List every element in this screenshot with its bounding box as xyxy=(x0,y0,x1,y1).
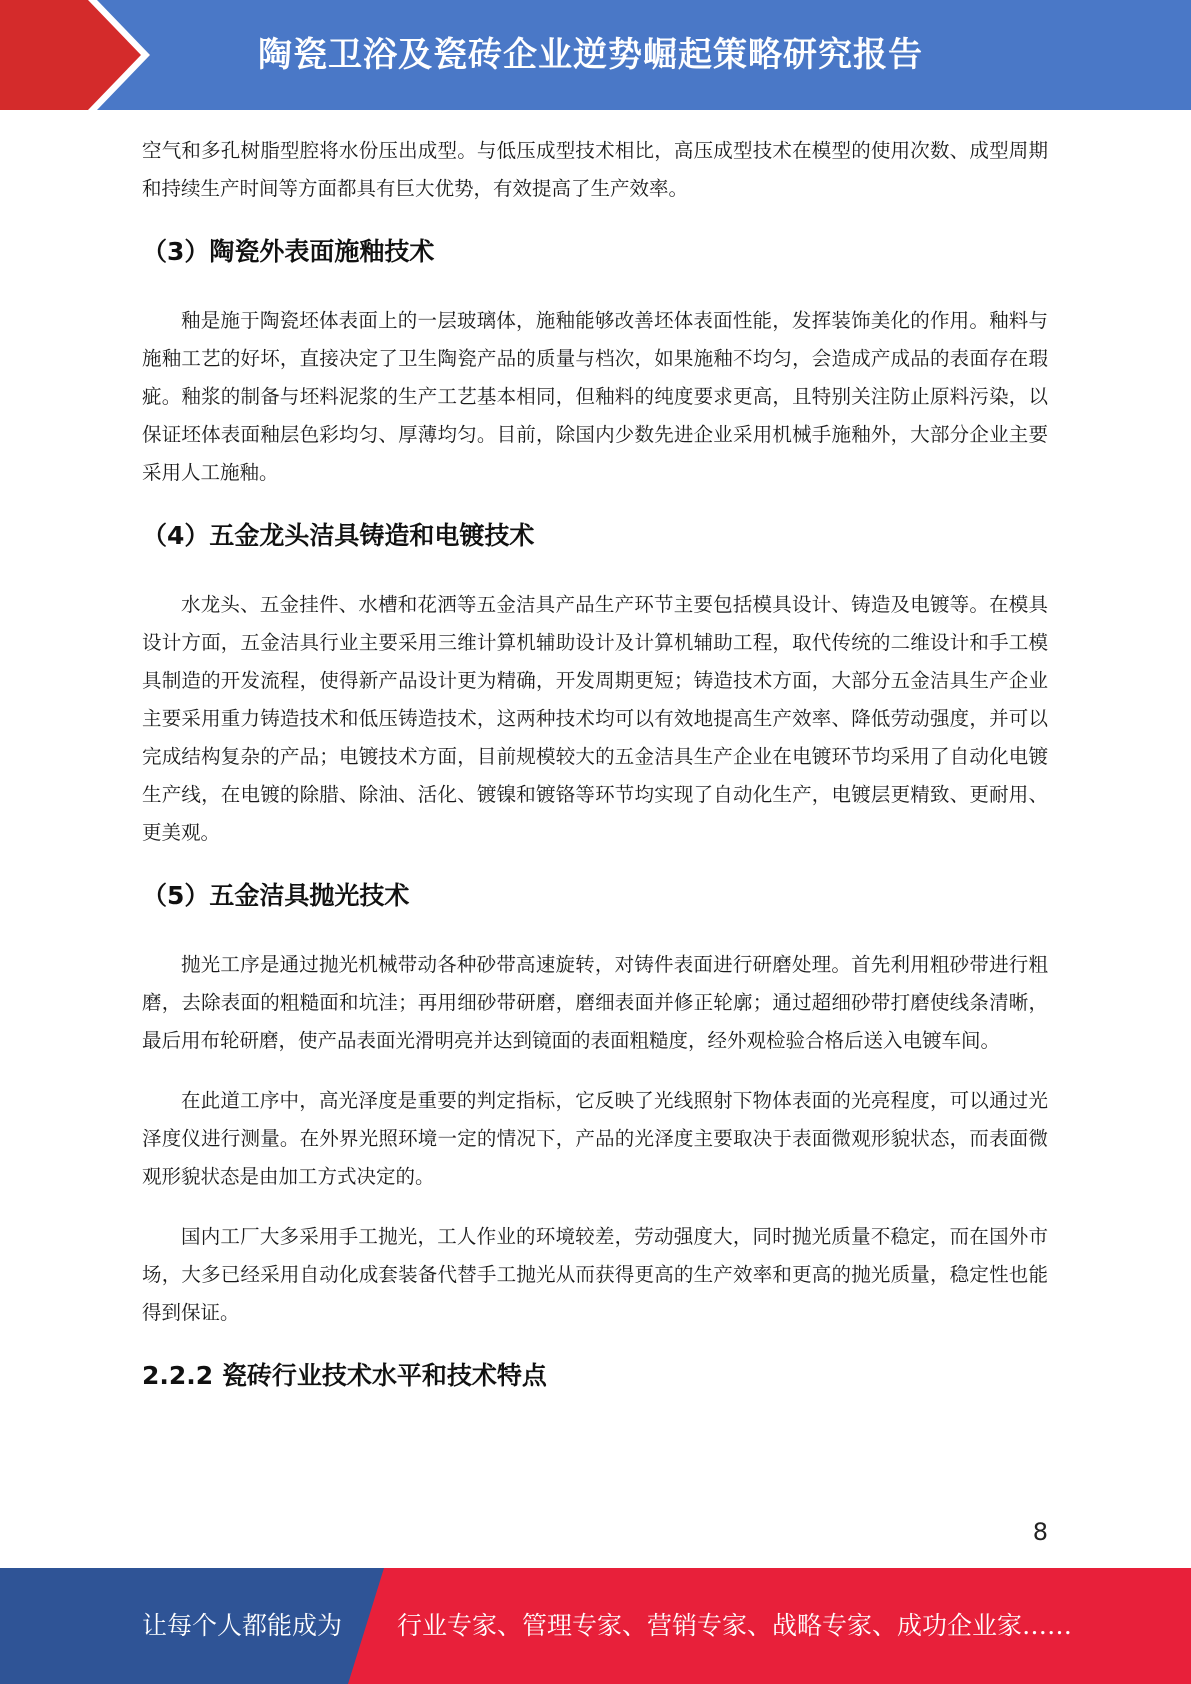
footer-slogan-left: 让每个人都能成为 xyxy=(142,1611,343,1640)
page-header xyxy=(0,0,1191,110)
section-3-heading: （3）陶瓷外表面施釉技术 xyxy=(142,237,435,266)
document-body xyxy=(142,132,1048,1426)
page-number: 8 xyxy=(1032,1518,1048,1546)
intro-paragraph: 空气和多孔树脂型腔将水份压出成型。与低压成型技术相比，高压成型技术在模型的使用次数、成型周期和持续生产时间等方面都具有巨大优势，有效提高了生产效率。 xyxy=(142,139,1048,200)
section-5-paragraph-2: 在此道工序中，高光泽度是重要的判定指标，它反映了光线照射下物体表面的光亮程度，可以通过光泽度仪进行测量。在外界光照环境一定的情况下，产品的光泽度主要取决于表面微观形貌状态，而表面微观形貌状态是由加工方式决定的。 xyxy=(142,1089,1048,1188)
section-4-paragraph: 水龙头、五金挂件、水槽和花洒等五金洁具产品生产环节主要包括模具设计、铸造及电镀等。在模具设计方面，五金洁具行业主要采用三维计算机辅助设计及计算机辅助工程，取代传统的二维设计和手工模具制造的开发流程，使得新产品设计更为精确，开发周期更短；铸造技术方面，大部分五金洁具生产企业主要采用重力铸造技术和低压铸造技术，这两种技术均可以有效地提高生产效率、降低劳动强度，并可以完成结构复杂的产品；电镀技术方面，目前规模较大的五金洁具生产企业在电镀环节均采用了自动化电镀生产线，在电镀的除腊、除油、活化、镀镍和镀铬等环节均实现了自动化生产，电镀层更精致、更耐用、更美观。 xyxy=(142,593,1048,844)
section-3-paragraph: 釉是施于陶瓷坯体表面上的一层玻璃体，施釉能够改善坯体表面性能，发挥装饰美化的作用。釉料与施釉工艺的好坏，直接决定了卫生陶瓷产品的质量与档次，如果施釉不均匀，会造成产成品的表面存在瑕疵。釉浆的制备与坯料泥浆的生产工艺基本相同，但釉料的纯度要求更高，且特别关注防止原料污染，以保证坯体表面釉层色彩均匀、厚薄均匀。目前，除国内少数先进企业采用机械手施釉外，大部分企业主要采用人工施釉。 xyxy=(142,309,1048,484)
section-4-heading: （4）五金龙头洁具铸造和电镀技术 xyxy=(142,521,535,550)
report-title: 陶瓷卫浴及瓷砖企业逆势崛起策略研究报告 xyxy=(258,35,923,75)
page-footer xyxy=(0,1568,1191,1684)
section-2-2-2-heading: 2.2.2 瓷砖行业技术水平和技术特点 xyxy=(142,1361,547,1390)
section-5-paragraph-3: 国内工厂大多采用手工抛光，工人作业的环境较差，劳动强度大，同时抛光质量不稳定，而在国外市场，大多已经采用自动化成套装备代替手工抛光从而获得更高的生产效率和更高的抛光质量，稳定性也能得到保证。 xyxy=(142,1225,1048,1324)
footer-slogan-right: 行业专家、管理专家、营销专家、战略专家、成功企业家…… xyxy=(397,1611,1073,1640)
section-5-heading: （5）五金洁具抛光技术 xyxy=(142,881,410,910)
section-5-paragraph-1: 抛光工序是通过抛光机械带动各种砂带高速旋转，对铸件表面进行研磨处理。首先利用粗砂带进行粗磨，去除表面的粗糙面和坑洼；再用细砂带研磨，磨细表面并修正轮廓；通过超细砂带打磨使线条清晰，最后用布轮研磨，使产品表面光滑明亮并达到镜面的表面粗糙度，经外观检验合格后送入电镀车间。 xyxy=(142,953,1048,1052)
header-red-chevron xyxy=(0,0,150,110)
